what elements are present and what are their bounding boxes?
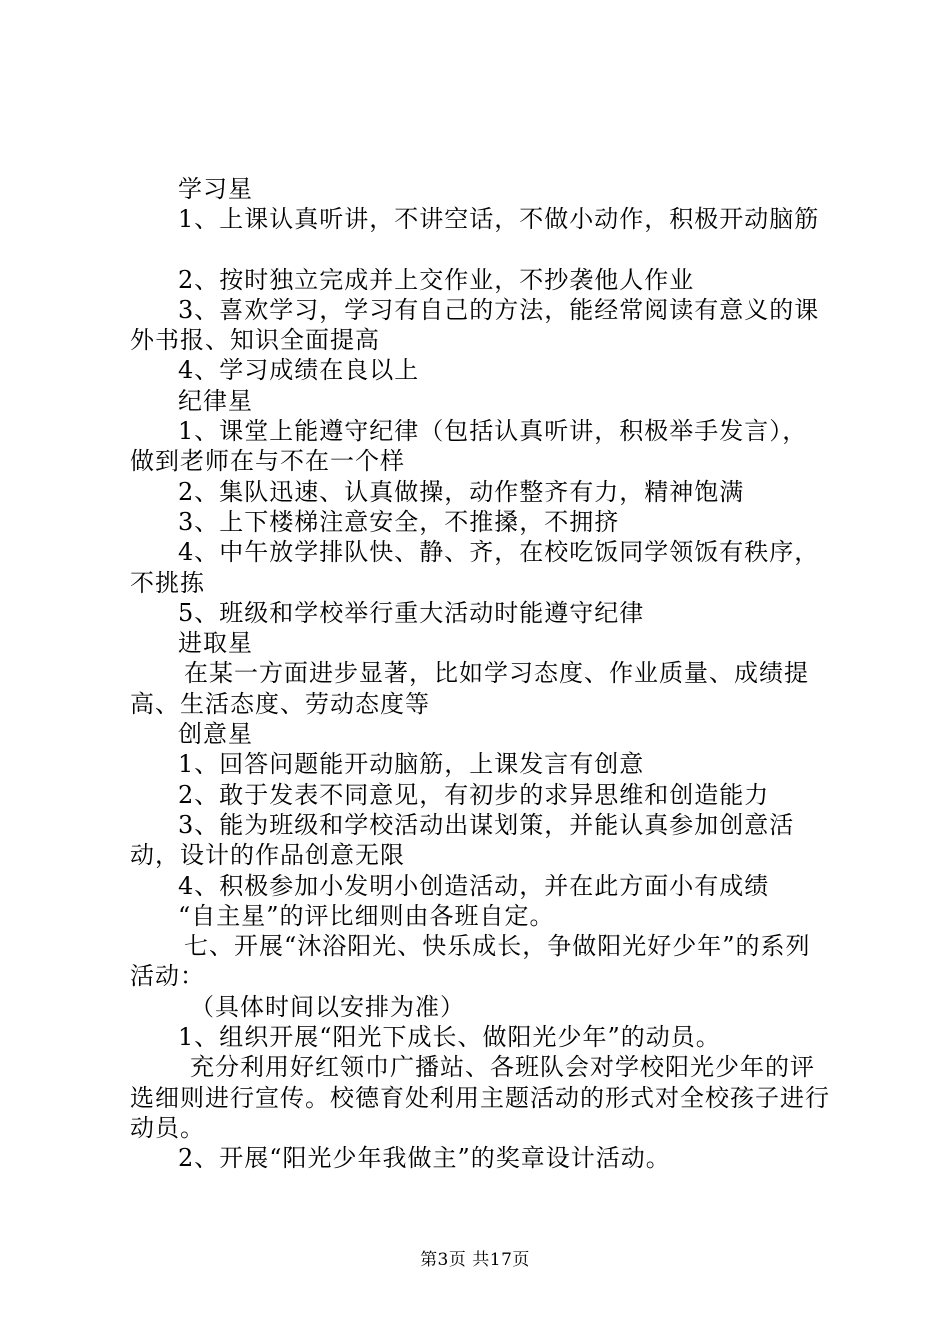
- paragraph: 2、按时独立完成并上交作业，不抄袭他人作业: [178, 265, 695, 294]
- paragraph: 2、敢于发表不同意见，有初步的求异思维和创造能力: [178, 780, 770, 809]
- paragraph: 1、上课认真听讲，不讲空话，不做小动作，积极开动脑筋: [178, 205, 820, 234]
- paragraph: 4、中午放学排队快、静、齐，在校吃饭同学领饭有秩序，不挑拣: [130, 538, 820, 597]
- heading-study-star: 学习星: [178, 175, 253, 203]
- heading-progress-star: 进取星: [178, 629, 253, 658]
- heading-creativity-star: 创意星: [178, 720, 253, 749]
- paragraph: 4、学习成绩在良以上: [178, 356, 420, 385]
- paragraph: 4、积极参加小发明小创造活动，并在此方面小有成绩: [178, 871, 770, 900]
- paragraph: 2、集队迅速、认真做操，动作整齐有力，精神饱满: [178, 477, 745, 506]
- paragraph: 1、回答问题能开动脑筋，上课发言有创意: [178, 750, 645, 779]
- paragraph: “自主星”的评比细则由各班自定。: [178, 901, 555, 930]
- paragraph: 充分利用好红领巾广播站、各班队会对学校阳光少年的评选细则进行宣传。校德育处利用主题活动的形式对全校孩子进行动员。: [130, 1053, 830, 1142]
- page-footer: 第3页 共17页: [420, 1250, 530, 1270]
- paragraph: （具体时间以安排为准）: [190, 992, 465, 1021]
- paragraph: 2、开展“阳光少年我做主”的奖章设计活动。: [178, 1144, 671, 1173]
- paragraph: 1、课堂上能遵守纪律（包括认真听讲，积极举手发言），做到老师在与不在一个样: [130, 417, 808, 476]
- section-heading: 七、开展“沐浴阳光、快乐成长，争做阳光好少年”的系列活动：: [130, 932, 811, 991]
- paragraph: 5、班级和学校举行重大活动时能遵守纪律: [178, 598, 645, 627]
- paragraph: 3、喜欢学习，学习有自己的方法，能经常阅读有意义的课外书报、知识全面提高: [130, 295, 820, 355]
- paragraph: 在某一方面进步显著，比如学习态度、作业质量、成绩提高、生活态度、劳动态度等: [130, 659, 809, 718]
- paragraph: 3、上下楼梯注意安全，不推搡，不拥挤: [178, 507, 620, 536]
- heading-discipline-star: 纪律星: [178, 386, 253, 415]
- paragraph: 3、能为班级和学校活动出谋划策，并能认真参加创意活动，设计的作品创意无限: [130, 810, 795, 870]
- paragraph: 1、组织开展“阳光下成长、做阳光少年”的动员。: [178, 1023, 721, 1052]
- document-body: [130, 174, 830, 1174]
